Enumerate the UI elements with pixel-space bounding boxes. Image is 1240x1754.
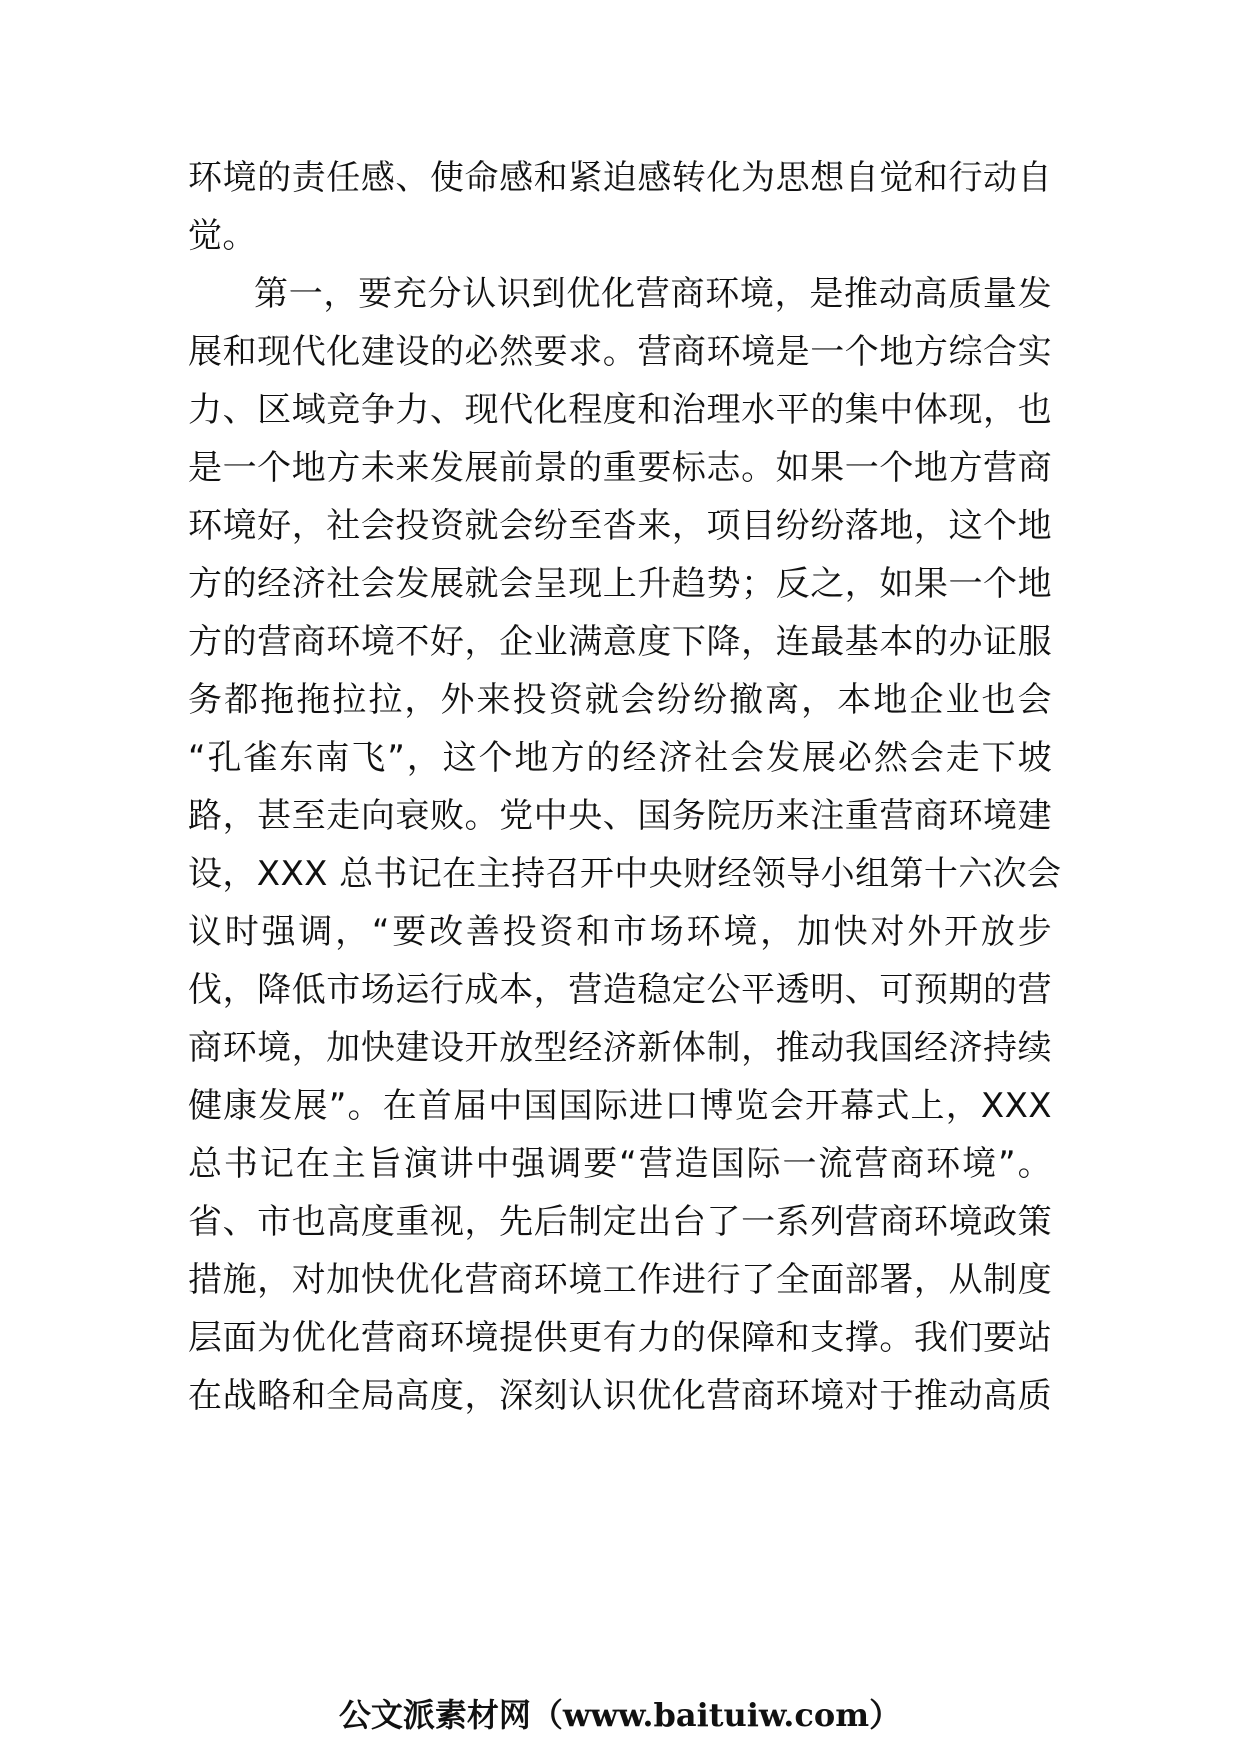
text-line: 总书记在主旨演讲中强调要“营造国际一流营商环境”。 [188, 1144, 1052, 1184]
text-line: 务都拖拖拉拉，外来投资就会纷纷撤离，本地企业也会 [188, 680, 1052, 720]
text-line: 在战略和全局高度，深刻认识优化营商环境对于推动高质 [188, 1376, 1052, 1416]
text-line: 省、市也高度重视，先后制定出台了一系列营商环境政策 [188, 1202, 1052, 1242]
text-line: 环境好，社会投资就会纷至沓来，项目纷纷落地，这个地 [188, 506, 1052, 546]
text-line: 展和现代化建设的必然要求。营商环境是一个地方综合实 [188, 332, 1052, 372]
text-line: 措施，对加快优化营商环境工作进行了全面部署，从制度 [188, 1260, 1052, 1300]
text-line: 方的营商环境不好，企业满意度下降，连最基本的办证服 [188, 622, 1052, 662]
text-line: “孔雀东南飞”，这个地方的经济社会发展必然会走下坡 [188, 738, 1052, 778]
text-line: 是一个地方未来发展前景的重要标志。如果一个地方营商 [188, 448, 1052, 488]
text-line: 伐，降低市场运行成本，营造稳定公平透明、可预期的营 [188, 970, 1052, 1010]
text-line: 商环境，加快建设开放型经济新体制，推动我国经济持续 [188, 1028, 1052, 1068]
text-line: 设，XXX 总书记在主持召开中央财经领导小组第十六次会 [188, 854, 1062, 894]
text-line: 议时强调，“要改善投资和市场环境，加快对外开放步 [188, 912, 1052, 952]
text-line: 路，甚至走向衰败。党中央、国务院历来注重营商环境建 [188, 796, 1052, 836]
text-line: 环境的责任感、使命感和紧迫感转化为思想自觉和行动自 [188, 158, 1052, 198]
footer-watermark: 公文派素材网（www.baituiw.com） [338, 1696, 902, 1734]
paragraph-first-line: 第一，要充分认识到优化营商环境，是推动高质量发 [254, 274, 1052, 314]
text-line: 健康发展”。在首届中国国际进口博览会开幕式上，XXX [188, 1086, 1052, 1126]
text-line: 力、区域竞争力、现代化程度和治理水平的集中体现，也 [188, 390, 1052, 430]
text-line: 方的经济社会发展就会呈现上升趋势；反之，如果一个地 [188, 564, 1052, 604]
text-line: 觉。 [188, 216, 257, 256]
text-line: 层面为优化营商环境提供更有力的保障和支撑。我们要站 [188, 1318, 1052, 1358]
